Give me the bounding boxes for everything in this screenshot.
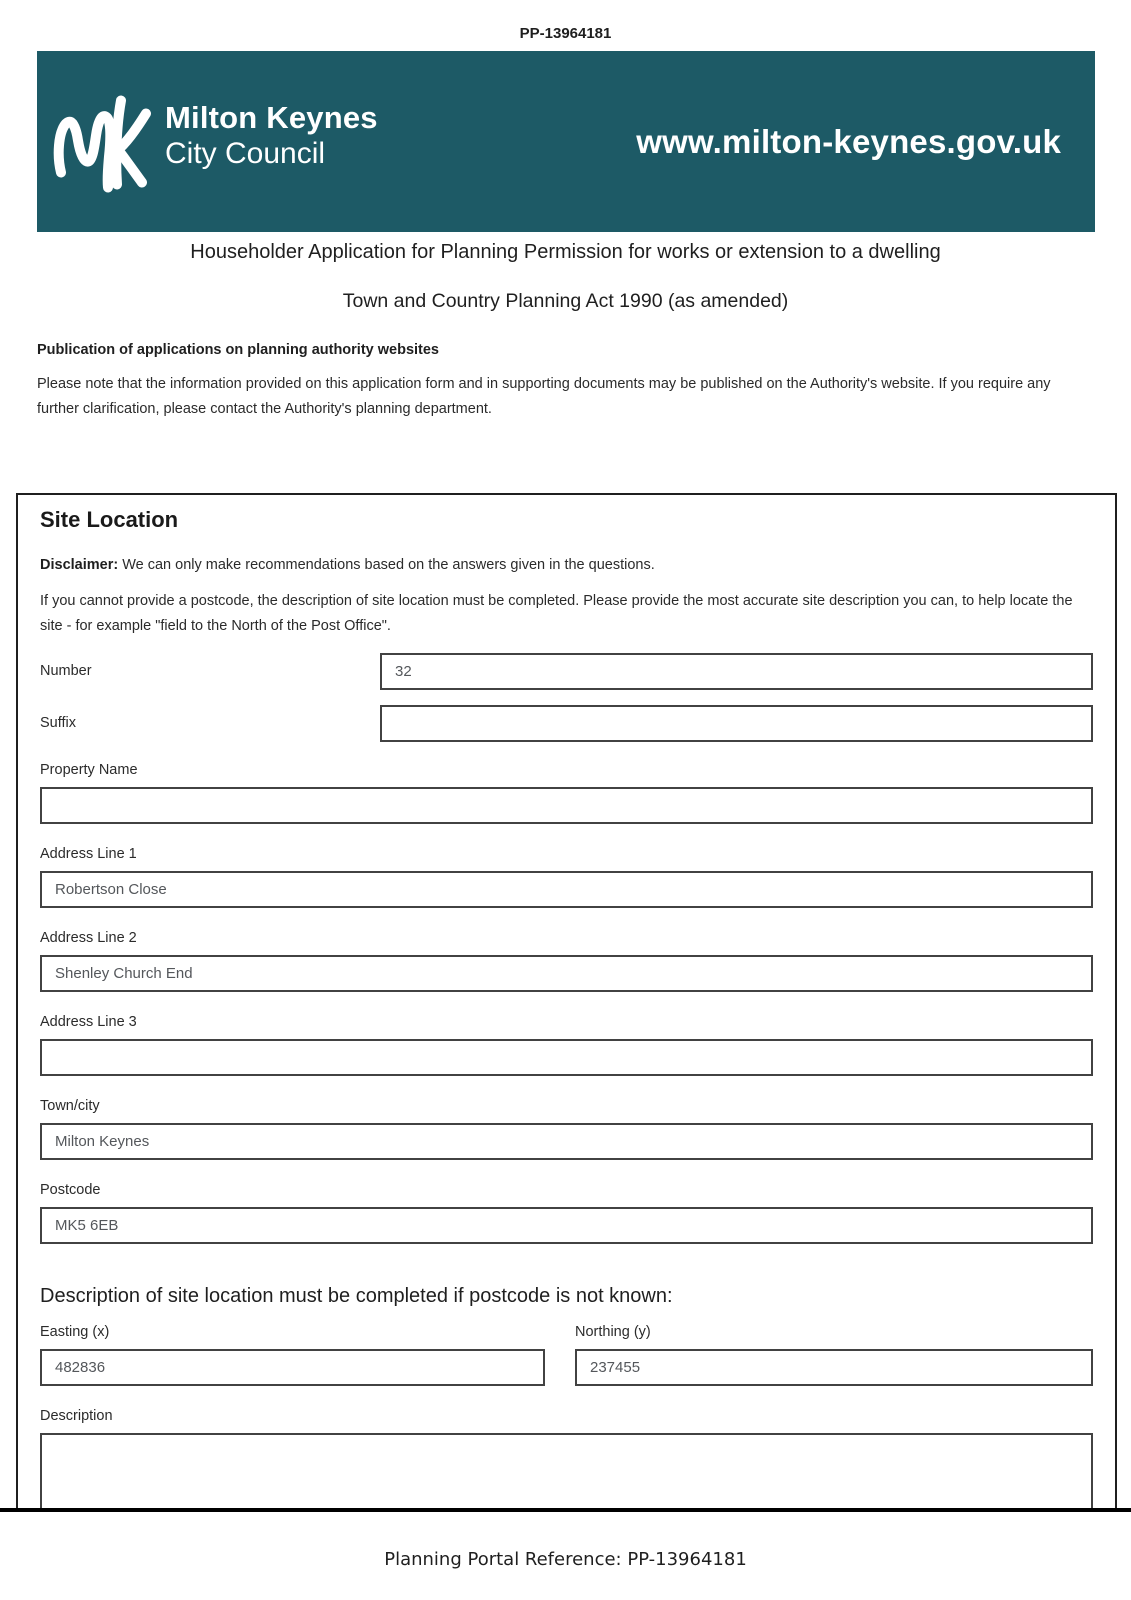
postcode-input[interactable]	[40, 1207, 1093, 1244]
description-input[interactable]	[40, 1433, 1093, 1508]
publication-heading: Publication of applications on planning authority websites	[37, 342, 439, 358]
easting-field	[40, 1323, 545, 1386]
council-name-line1: Milton Keynes	[165, 100, 378, 135]
council-banner	[37, 51, 1095, 232]
description-label: Description	[40, 1408, 113, 1424]
address-line-3-label: Address Line 3	[40, 1014, 137, 1030]
page-break-line	[0, 1508, 1131, 1512]
town-city-input[interactable]	[40, 1123, 1093, 1160]
easting-input[interactable]	[40, 1349, 545, 1386]
disclaimer-text	[40, 554, 1093, 576]
council-name-line2: City Council	[165, 137, 326, 170]
number-input[interactable]	[380, 653, 1093, 690]
easting-label: Easting (x)	[40, 1324, 110, 1340]
property-name-input[interactable]	[40, 787, 1093, 824]
mk-logo-icon	[53, 85, 153, 209]
postcode-label: Postcode	[40, 1182, 101, 1198]
suffix-row	[40, 705, 1093, 742]
top-reference: PP-13964181	[519, 25, 612, 42]
disclaimer-body: We can only make recommendations based on the answers given in the questions.	[118, 557, 655, 573]
site-location-instructions: If you cannot provide a postcode, the description of site location must be completed. Please provide the most accurate site description you can, to help locate the site - for example "field to the North of the Post Office".	[40, 593, 1073, 634]
suffix-label: Suffix	[40, 715, 77, 731]
council-logo	[37, 85, 378, 209]
address-line-1-label: Address Line 1	[40, 846, 137, 862]
northing-input[interactable]	[575, 1349, 1093, 1386]
site-location-heading: Site Location	[40, 507, 179, 532]
address-line-2-input[interactable]	[40, 955, 1093, 992]
suffix-input[interactable]	[380, 705, 1093, 742]
description-heading: Description of site location must be completed if postcode is not known:	[40, 1285, 673, 1307]
address-line-1-input[interactable]	[40, 871, 1093, 908]
coordinates-row	[40, 1323, 1093, 1386]
form-title: Householder Application for Planning Permission for works or extension to a dwelling	[190, 241, 941, 263]
northing-field	[575, 1323, 1093, 1386]
council-website-url: www.milton-keynes.gov.uk	[636, 122, 1061, 160]
disclaimer-label: Disclaimer:	[40, 557, 119, 573]
northing-label: Northing (y)	[575, 1324, 651, 1340]
address-line-2-label: Address Line 2	[40, 930, 137, 946]
form-subtitle: Town and Country Planning Act 1990 (as amended)	[342, 290, 789, 312]
property-name-label: Property Name	[40, 762, 138, 778]
address-line-3-input[interactable]	[40, 1039, 1093, 1076]
publication-note: Please note that the information provided on this application form and in supporting documents may be published on the Authority's website. If you require any further clarification, please contact the Authority's planning department.	[37, 376, 1051, 417]
number-row	[40, 653, 1093, 690]
planning-portal-reference: Planning Portal Reference: PP-13964181	[384, 1549, 747, 1570]
number-label: Number	[40, 663, 92, 679]
site-location-section	[16, 493, 1117, 1508]
council-name	[165, 99, 378, 172]
town-city-label: Town/city	[40, 1098, 100, 1114]
